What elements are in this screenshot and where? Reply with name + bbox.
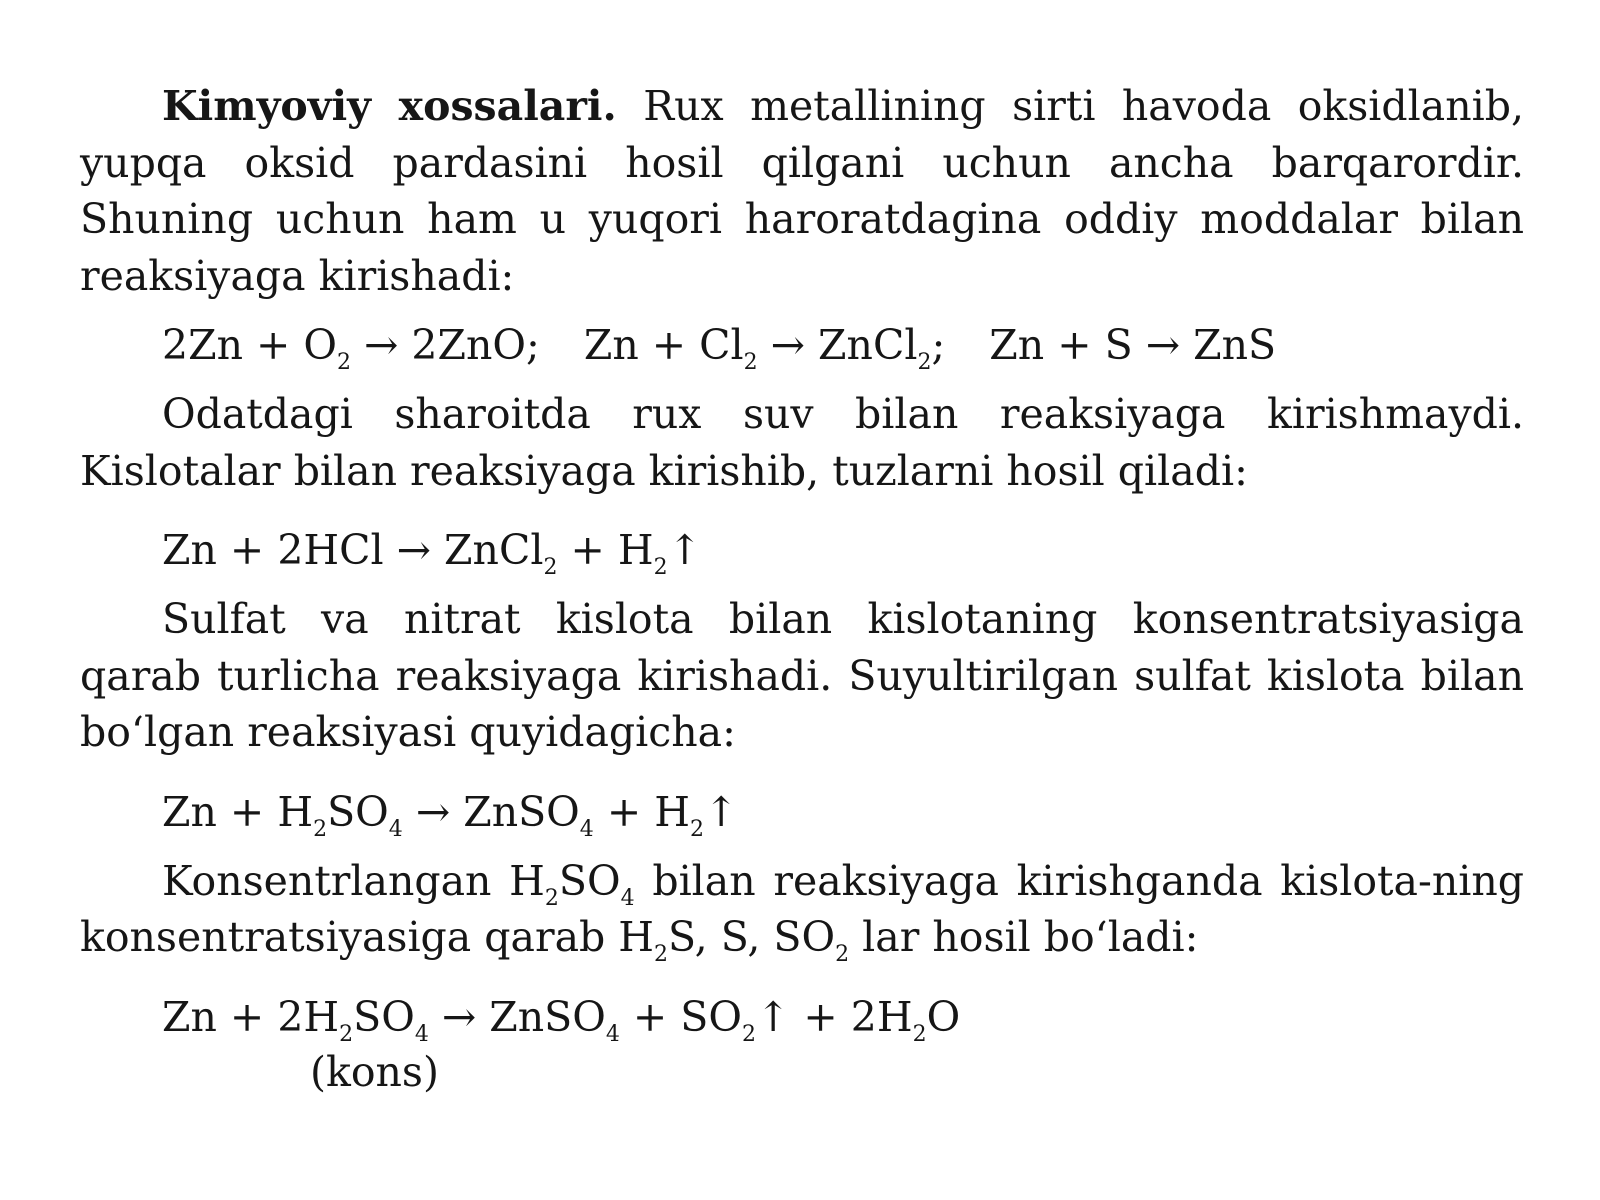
section-heading: Kimyoviy xossalari. bbox=[162, 82, 617, 130]
paragraph-concentrated-h2so4: Konsentrlangan $H_2SO_4$ bilan reaksiyaga kirishganda kislota-ning konsentratsiyasiga qarab $H_2S$, S, $SO_2$ lar hosil bo‘ladi: bbox=[80, 856, 1524, 967]
paragraph-sulfuric-nitric: Sulfat va nitrat kislota bilan kislotaning konsentratsiyasiga qarab turlicha reaksiyaga kirishadi. Suyultirilgan sulfat kislota bilan bo‘lgan reaksiyasi quyidagicha: bbox=[80, 595, 1524, 756]
document-page bbox=[80, 78, 1524, 1098]
equation-dilute-h2so4: $Zn + H_2SO_4$ → ZnSO$_4$ + $H_2↑$ bbox=[162, 787, 739, 842]
equation-condition-label: (kons) bbox=[310, 1047, 439, 1096]
equation-concentrated-h2so4: $Zn + 2H_2SO_4$ → ZnSO$_4$ + $SO_2↑ + 2H_2O$ bbox=[162, 992, 961, 1047]
equation-simple-substances: $2Zn + O_2 \to 2ZnO$; $Zn + Cl_2$ → ZnCl$_2$; Zn + S → ZnS bbox=[162, 321, 1277, 375]
paragraph-text: Rux metallining sirti havoda oksidlanib, yupqa oksid pardasini hosil qilgani uchun ancha barqarordir. Shuning uchun ham u yuqori haroratdagina oddiy moddalar bilan reaksiyaga kirishadi: bbox=[80, 82, 1525, 300]
equation-hcl: Zn + 2HCl → ZnCl$_2$ + $H_2↑$ bbox=[162, 526, 702, 580]
paragraph-chemical-properties bbox=[80, 78, 1524, 304]
paragraph-water-acids: Odatdagi sharoitda rux suv bilan reaksiyaga kirishmaydi. Kislotalar bilan reaksiyaga kirishib, tuzlarni hosil qiladi: bbox=[80, 390, 1524, 495]
